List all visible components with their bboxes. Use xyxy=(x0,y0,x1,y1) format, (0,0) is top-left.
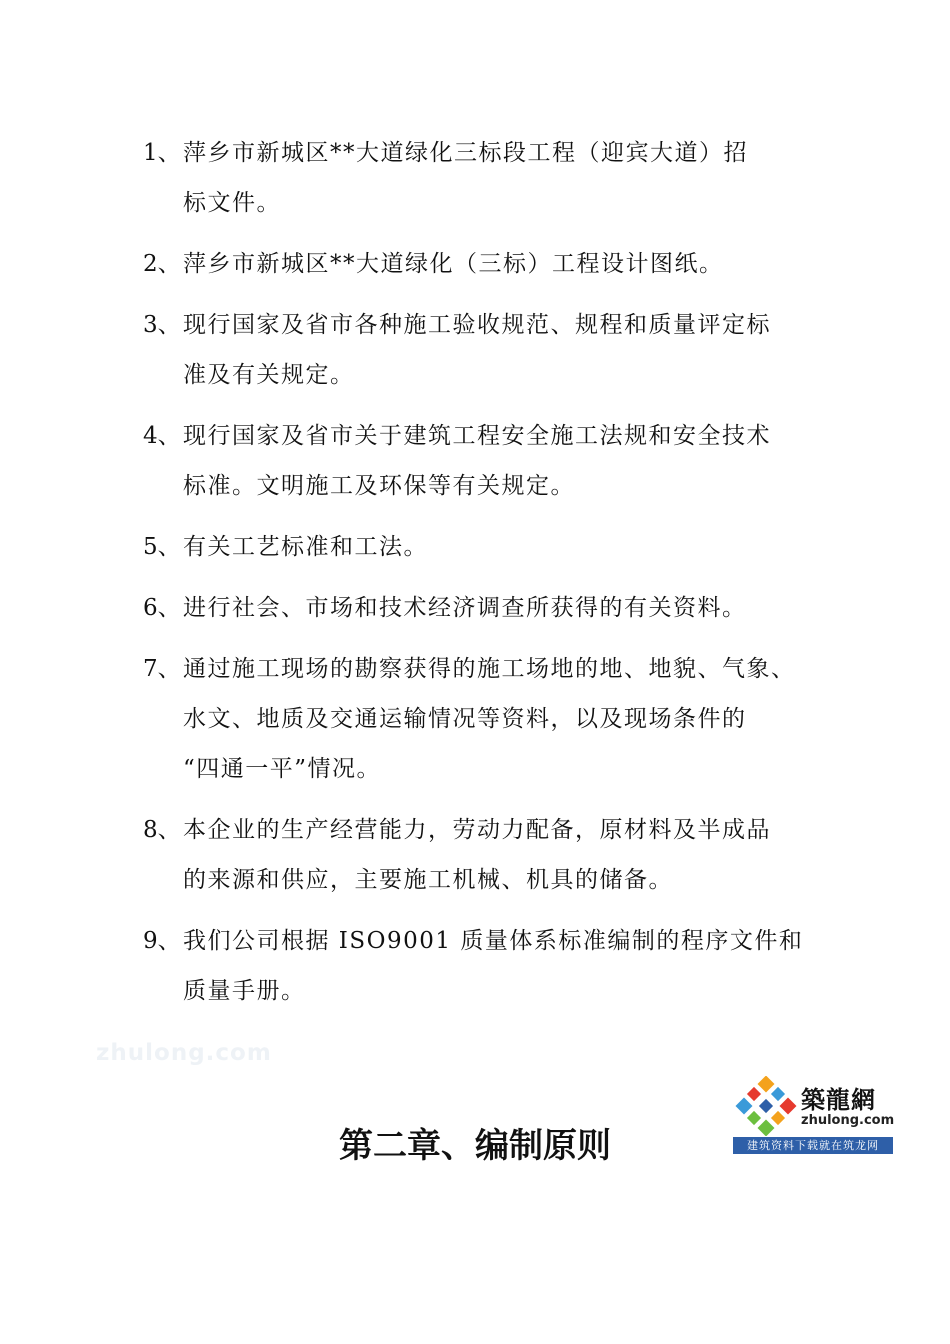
item-number: 9、 xyxy=(143,928,181,954)
item-line: 进行社会、市场和技术经济调查所获得的有关资料。 xyxy=(183,595,747,621)
item-text xyxy=(183,644,796,794)
item-line: 萍乡市新城区**大道绿化（三标）工程设计图纸。 xyxy=(183,251,724,277)
item-number: 8、 xyxy=(143,817,181,843)
item-number: 2、 xyxy=(143,251,181,277)
item-line: 质量手册。 xyxy=(183,978,306,1004)
item-line: 准及有关规定。 xyxy=(183,362,355,388)
item-line: 通过施工现场的勘察获得的施工场地的地、地貌、气象、 xyxy=(183,656,796,682)
item-number: 5、 xyxy=(143,534,181,560)
logo-name: 築龍網 xyxy=(801,1086,876,1114)
logo-site: zhulong.com xyxy=(801,1113,895,1128)
item-number: 1、 xyxy=(143,140,181,166)
item-text xyxy=(183,300,771,400)
item-number: 3、 xyxy=(143,312,181,338)
item-text xyxy=(183,522,428,572)
item-text xyxy=(183,916,803,1016)
item-text xyxy=(183,805,771,905)
list-item xyxy=(143,583,833,633)
item-line: 萍乡市新城区**大道绿化三标段工程（迎宾大道）招 xyxy=(183,140,748,166)
list-item xyxy=(143,805,833,905)
item-number: 7、 xyxy=(143,656,181,682)
list-item xyxy=(143,239,833,289)
logo-mark-icon xyxy=(735,1076,797,1136)
item-line: 的来源和供应，主要施工机械、机具的储备。 xyxy=(183,867,673,893)
list-item xyxy=(143,916,833,1016)
item-line: 水文、地质及交通运输情况等资料，以及现场条件的 xyxy=(183,706,747,732)
list-item xyxy=(143,411,833,511)
zhulong-logo[interactable] xyxy=(733,1076,893,1154)
item-line: “四通一平”情况。 xyxy=(183,756,382,782)
item-line: 本企业的生产经营能力，劳动力配备，原材料及半成品 xyxy=(183,817,771,843)
reference-list xyxy=(143,128,833,1027)
item-text xyxy=(183,583,747,633)
logo-tagline: 建筑资料下载就在筑龙网 xyxy=(733,1137,893,1154)
item-text xyxy=(183,411,771,511)
item-line: 我们公司根据 ISO9001 质量体系标准编制的程序文件和 xyxy=(183,928,804,954)
item-text xyxy=(183,239,724,289)
list-item xyxy=(143,644,833,794)
item-number: 4、 xyxy=(143,423,181,449)
item-text xyxy=(183,128,748,228)
chapter-title: 第二章、编制原则 xyxy=(339,1126,611,1166)
list-item xyxy=(143,128,833,228)
item-line: 标文件。 xyxy=(183,190,281,216)
logo-top xyxy=(733,1076,893,1136)
item-line: 标准。文明施工及环保等有关规定。 xyxy=(183,473,575,499)
watermark-text: zhulong.com xyxy=(96,1040,272,1066)
list-item xyxy=(143,522,833,572)
item-number: 6、 xyxy=(143,595,181,621)
item-line: 现行国家及省市关于建筑工程安全施工法规和安全技术 xyxy=(183,423,771,449)
list-item xyxy=(143,300,833,400)
item-line: 有关工艺标准和工法。 xyxy=(183,534,428,560)
item-line: 现行国家及省市各种施工验收规范、规程和质量评定标 xyxy=(183,312,771,338)
